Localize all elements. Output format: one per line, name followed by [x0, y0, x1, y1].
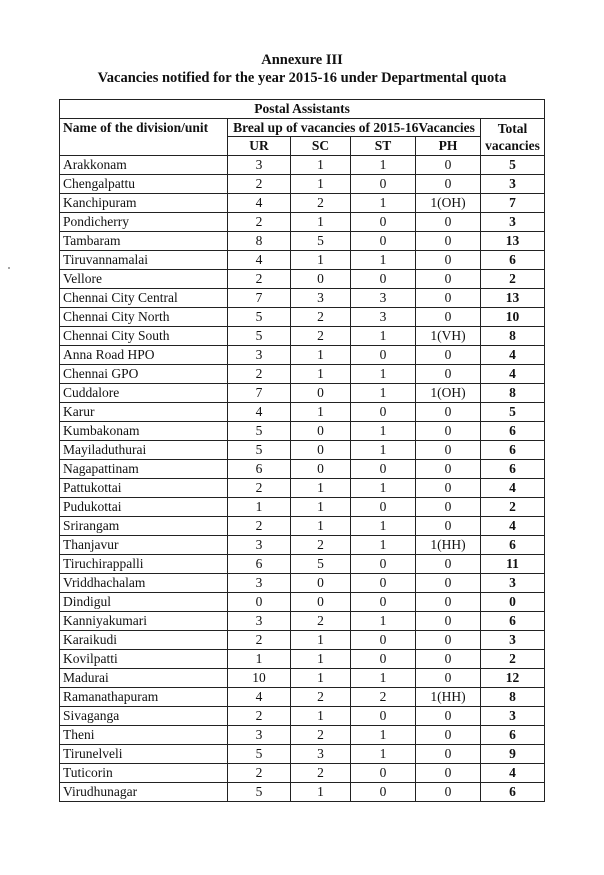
division-name-cell: Kovilpatti	[60, 650, 228, 669]
ph-cell: 0	[416, 403, 481, 422]
scan-speck	[8, 267, 10, 269]
division-name-cell: Pattukottai	[60, 479, 228, 498]
table-row	[60, 441, 545, 460]
total-cell: 11	[481, 555, 545, 574]
table-row	[60, 365, 545, 384]
sc-cell: 5	[291, 555, 351, 574]
total-cell: 5	[481, 156, 545, 175]
ur-cell: 6	[228, 460, 291, 479]
st-cell: 1	[351, 251, 416, 270]
table-row	[60, 175, 545, 194]
st-cell: 1	[351, 745, 416, 764]
ur-cell: 2	[228, 479, 291, 498]
ur-cell: 3	[228, 726, 291, 745]
division-name-cell: Dindigul	[60, 593, 228, 612]
ph-cell: 0	[416, 650, 481, 669]
division-name-cell: Thanjavur	[60, 536, 228, 555]
st-cell: 1	[351, 536, 416, 555]
table-row	[60, 327, 545, 346]
total-cell: 6	[481, 422, 545, 441]
sc-cell: 1	[291, 650, 351, 669]
ph-cell: 0	[416, 783, 481, 802]
table-row	[60, 726, 545, 745]
ur-column-header: UR	[228, 137, 291, 156]
table-row	[60, 745, 545, 764]
st-cell: 0	[351, 650, 416, 669]
total-cell: 6	[481, 251, 545, 270]
division-name-cell: Tuticorin	[60, 764, 228, 783]
ph-cell: 0	[416, 764, 481, 783]
ph-cell: 0	[416, 270, 481, 289]
table-row	[60, 422, 545, 441]
sc-cell: 1	[291, 156, 351, 175]
total-cell: 7	[481, 194, 545, 213]
sc-cell: 1	[291, 517, 351, 536]
sc-cell: 3	[291, 289, 351, 308]
ph-cell: 0	[416, 574, 481, 593]
division-name-cell: Virudhunagar	[60, 783, 228, 802]
total-cell: 3	[481, 175, 545, 194]
division-name-cell: Karur	[60, 403, 228, 422]
sc-cell: 2	[291, 194, 351, 213]
table-row	[60, 783, 545, 802]
ur-cell: 2	[228, 517, 291, 536]
table-row	[60, 213, 545, 232]
sc-column-header: SC	[291, 137, 351, 156]
ph-cell: 0	[416, 517, 481, 536]
division-name-cell: Vellore	[60, 270, 228, 289]
table-row	[60, 555, 545, 574]
st-cell: 0	[351, 783, 416, 802]
sc-cell: 1	[291, 365, 351, 384]
sc-cell: 0	[291, 593, 351, 612]
ur-cell: 6	[228, 555, 291, 574]
ur-cell: 5	[228, 422, 291, 441]
st-cell: 2	[351, 688, 416, 707]
total-cell: 3	[481, 574, 545, 593]
division-name-cell: Ramanathapuram	[60, 688, 228, 707]
breakup-column-header: Breal up of vacancies of 2015-16Vacancies	[228, 119, 481, 137]
table-row	[60, 650, 545, 669]
st-cell: 0	[351, 213, 416, 232]
division-name-cell: Anna Road HPO	[60, 346, 228, 365]
ph-cell: 0	[416, 726, 481, 745]
division-column-header: Name of the division/unit	[60, 119, 228, 156]
st-cell: 0	[351, 764, 416, 783]
ph-cell: 0	[416, 422, 481, 441]
document-subtitle: Vacancies notified for the year 2015-16 under Departmental quota	[97, 70, 507, 86]
table-row	[60, 669, 545, 688]
st-cell: 0	[351, 232, 416, 251]
division-name-cell: Srirangam	[60, 517, 228, 536]
table-row	[60, 498, 545, 517]
division-name-cell: Arakkonam	[60, 156, 228, 175]
st-cell: 1	[351, 194, 416, 213]
division-name-cell: Kumbakonam	[60, 422, 228, 441]
st-cell: 1	[351, 327, 416, 346]
st-cell: 1	[351, 612, 416, 631]
ph-cell: 1(HH)	[416, 536, 481, 555]
ph-cell: 0	[416, 707, 481, 726]
st-cell: 1	[351, 441, 416, 460]
table-row	[60, 384, 545, 403]
table-row	[60, 593, 545, 612]
ur-cell: 0	[228, 593, 291, 612]
sc-cell: 1	[291, 631, 351, 650]
ph-cell: 0	[416, 156, 481, 175]
postal-assistants-header: Postal Assistants	[60, 100, 545, 119]
ur-cell: 5	[228, 745, 291, 764]
ur-cell: 2	[228, 365, 291, 384]
ur-cell: 7	[228, 384, 291, 403]
total-cell: 4	[481, 517, 545, 536]
ur-cell: 4	[228, 251, 291, 270]
st-column-header: ST	[351, 137, 416, 156]
st-cell: 0	[351, 555, 416, 574]
ur-cell: 7	[228, 289, 291, 308]
sc-cell: 1	[291, 175, 351, 194]
ph-cell: 0	[416, 631, 481, 650]
division-name-cell: Madurai	[60, 669, 228, 688]
st-cell: 0	[351, 574, 416, 593]
table-row	[60, 574, 545, 593]
division-name-cell: Sivaganga	[60, 707, 228, 726]
division-name-cell: Cuddalore	[60, 384, 228, 403]
ur-cell: 5	[228, 783, 291, 802]
total-cell: 2	[481, 650, 545, 669]
division-name-cell: Vriddhachalam	[60, 574, 228, 593]
total-cell: 6	[481, 612, 545, 631]
st-cell: 0	[351, 498, 416, 517]
division-name-cell: Karaikudi	[60, 631, 228, 650]
division-name-cell: Mayiladuthurai	[60, 441, 228, 460]
ur-cell: 2	[228, 764, 291, 783]
vacancies-table	[59, 99, 545, 802]
table-row	[60, 346, 545, 365]
table-row	[60, 289, 545, 308]
sc-cell: 0	[291, 574, 351, 593]
table-row	[60, 612, 545, 631]
table-row	[60, 764, 545, 783]
total-cell: 3	[481, 707, 545, 726]
ph-cell: 0	[416, 479, 481, 498]
ur-cell: 1	[228, 650, 291, 669]
total-cell: 8	[481, 327, 545, 346]
total-cell: 4	[481, 365, 545, 384]
division-name-cell: Chennai City South	[60, 327, 228, 346]
ph-cell: 0	[416, 745, 481, 764]
total-cell: 5	[481, 403, 545, 422]
ur-cell: 8	[228, 232, 291, 251]
st-cell: 1	[351, 517, 416, 536]
division-name-cell: Kanniyakumari	[60, 612, 228, 631]
st-cell: 1	[351, 156, 416, 175]
ur-cell: 5	[228, 441, 291, 460]
ur-cell: 5	[228, 327, 291, 346]
sc-cell: 1	[291, 783, 351, 802]
division-name-cell: Chennai City North	[60, 308, 228, 327]
division-name-cell: Tirunelveli	[60, 745, 228, 764]
ph-column-header: PH	[416, 137, 481, 156]
table-row	[60, 403, 545, 422]
ur-cell: 10	[228, 669, 291, 688]
division-name-cell: Pondicherry	[60, 213, 228, 232]
table-row	[60, 707, 545, 726]
st-cell: 1	[351, 365, 416, 384]
division-name-cell: Chennai GPO	[60, 365, 228, 384]
total-cell: 3	[481, 213, 545, 232]
sc-cell: 2	[291, 688, 351, 707]
total-cell: 8	[481, 688, 545, 707]
division-name-cell: Tiruchirappalli	[60, 555, 228, 574]
sc-cell: 0	[291, 384, 351, 403]
table-row	[60, 688, 545, 707]
ph-cell: 1(HH)	[416, 688, 481, 707]
sc-cell: 1	[291, 403, 351, 422]
st-cell: 1	[351, 479, 416, 498]
ur-cell: 2	[228, 175, 291, 194]
total-cell: 6	[481, 441, 545, 460]
ph-cell: 0	[416, 251, 481, 270]
ph-cell: 1(OH)	[416, 194, 481, 213]
sc-cell: 1	[291, 213, 351, 232]
ph-cell: 0	[416, 213, 481, 232]
sc-cell: 1	[291, 346, 351, 365]
division-name-cell: Chennai City Central	[60, 289, 228, 308]
total-cell: 9	[481, 745, 545, 764]
ur-cell: 3	[228, 612, 291, 631]
ph-cell: 0	[416, 365, 481, 384]
total-cell: 3	[481, 631, 545, 650]
ur-cell: 3	[228, 536, 291, 555]
st-cell: 1	[351, 384, 416, 403]
total-cell: 10	[481, 308, 545, 327]
table-row	[60, 479, 545, 498]
sc-cell: 1	[291, 479, 351, 498]
ph-cell: 1(OH)	[416, 384, 481, 403]
total-column-header: Total vacancies	[481, 119, 545, 156]
ph-cell: 0	[416, 498, 481, 517]
ph-cell: 0	[416, 441, 481, 460]
st-cell: 0	[351, 175, 416, 194]
total-cell: 6	[481, 783, 545, 802]
st-cell: 1	[351, 726, 416, 745]
sc-cell: 1	[291, 498, 351, 517]
sc-cell: 2	[291, 308, 351, 327]
ph-cell: 0	[416, 460, 481, 479]
sc-cell: 0	[291, 441, 351, 460]
ph-cell: 0	[416, 669, 481, 688]
sc-cell: 1	[291, 707, 351, 726]
table-row	[60, 270, 545, 289]
sc-cell: 2	[291, 612, 351, 631]
division-name-cell: Chengalpattu	[60, 175, 228, 194]
division-name-cell: Pudukottai	[60, 498, 228, 517]
st-cell: 0	[351, 593, 416, 612]
total-cell: 2	[481, 498, 545, 517]
ur-cell: 3	[228, 574, 291, 593]
ph-cell: 0	[416, 289, 481, 308]
total-cell: 4	[481, 346, 545, 365]
annexure-title: Annexure III	[261, 52, 343, 68]
ph-cell: 0	[416, 308, 481, 327]
ur-cell: 5	[228, 308, 291, 327]
sc-cell: 0	[291, 422, 351, 441]
ur-cell: 4	[228, 403, 291, 422]
ur-cell: 4	[228, 688, 291, 707]
division-name-cell: Kanchipuram	[60, 194, 228, 213]
st-cell: 0	[351, 346, 416, 365]
total-cell: 0	[481, 593, 545, 612]
ur-cell: 3	[228, 346, 291, 365]
ph-cell: 1(VH)	[416, 327, 481, 346]
table-row	[60, 156, 545, 175]
total-cell: 13	[481, 232, 545, 251]
total-cell: 4	[481, 764, 545, 783]
division-name-cell: Tambaram	[60, 232, 228, 251]
total-cell: 6	[481, 460, 545, 479]
vacancies-table-body	[60, 156, 545, 802]
table-row	[60, 517, 545, 536]
total-cell: 12	[481, 669, 545, 688]
sc-cell: 2	[291, 327, 351, 346]
sc-cell: 5	[291, 232, 351, 251]
ur-cell: 4	[228, 194, 291, 213]
st-cell: 3	[351, 308, 416, 327]
total-cell: 4	[481, 479, 545, 498]
ur-cell: 2	[228, 631, 291, 650]
table-row	[60, 536, 545, 555]
total-cell: 13	[481, 289, 545, 308]
st-cell: 0	[351, 707, 416, 726]
st-cell: 1	[351, 669, 416, 688]
st-cell: 0	[351, 270, 416, 289]
sc-cell: 2	[291, 764, 351, 783]
division-name-cell: Tiruvannamalai	[60, 251, 228, 270]
table-row	[60, 194, 545, 213]
ur-cell: 1	[228, 498, 291, 517]
st-cell: 0	[351, 460, 416, 479]
ur-cell: 2	[228, 213, 291, 232]
ph-cell: 0	[416, 555, 481, 574]
ph-cell: 0	[416, 232, 481, 251]
total-cell: 6	[481, 726, 545, 745]
division-name-cell: Nagapattinam	[60, 460, 228, 479]
total-cell: 2	[481, 270, 545, 289]
table-row	[60, 232, 545, 251]
ur-cell: 2	[228, 707, 291, 726]
table-row	[60, 631, 545, 650]
sc-cell: 0	[291, 270, 351, 289]
ur-cell: 3	[228, 156, 291, 175]
st-cell: 0	[351, 631, 416, 650]
table-row	[60, 460, 545, 479]
sc-cell: 0	[291, 460, 351, 479]
division-name-cell: Theni	[60, 726, 228, 745]
table-row	[60, 308, 545, 327]
ph-cell: 0	[416, 346, 481, 365]
sc-cell: 1	[291, 251, 351, 270]
sc-cell: 2	[291, 536, 351, 555]
st-cell: 1	[351, 422, 416, 441]
table-row	[60, 251, 545, 270]
ph-cell: 0	[416, 593, 481, 612]
sc-cell: 1	[291, 669, 351, 688]
sc-cell: 2	[291, 726, 351, 745]
ur-cell: 2	[228, 270, 291, 289]
st-cell: 0	[351, 403, 416, 422]
total-cell: 6	[481, 536, 545, 555]
ph-cell: 0	[416, 612, 481, 631]
total-cell: 8	[481, 384, 545, 403]
ph-cell: 0	[416, 175, 481, 194]
sc-cell: 3	[291, 745, 351, 764]
st-cell: 3	[351, 289, 416, 308]
